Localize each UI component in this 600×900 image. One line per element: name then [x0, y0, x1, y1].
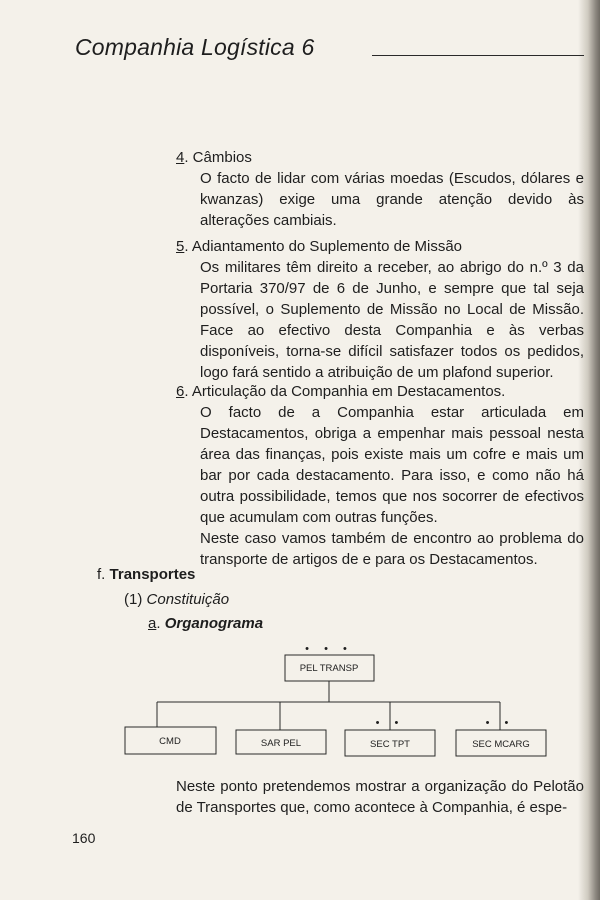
closing-text: Neste ponto pretendemos mostrar a organização do Pelotão de Transportes que, como acontece à Companhia, é espe-: [176, 778, 584, 816]
list-item-adiantamento: [176, 236, 584, 383]
org-box-cmd: [125, 727, 216, 754]
rank-marks-pel-transp: • • •: [305, 643, 353, 655]
item-heading: [176, 381, 584, 402]
item-title: . Câmbios: [184, 149, 252, 166]
subsection-letter: a: [148, 615, 157, 632]
org-box-sec-mcarg: [456, 730, 546, 756]
list-item-cambios: [176, 147, 584, 231]
header-rule: [372, 55, 584, 56]
page-number: 160: [72, 830, 96, 846]
item-number: 6: [176, 383, 185, 400]
subsection-title: Organograma: [164, 615, 264, 632]
item-paragraph: Neste caso vamos também de encontro ao problema do transporte de artigos de e para os Destacamentos.: [200, 530, 584, 568]
org-label-pel-transp: PEL TRANSP: [299, 663, 359, 674]
item-body: [200, 402, 584, 570]
org-label-sec-mcarg: SEC MCARG: [472, 739, 530, 750]
org-box-sec-tpt: [345, 730, 435, 756]
item-number: 5: [176, 238, 185, 255]
section-prefix: f.: [97, 566, 106, 583]
subsection-heading-organograma: [148, 615, 263, 632]
section-heading-transportes: [97, 566, 195, 583]
closing-paragraph: [176, 776, 584, 818]
item-heading: [176, 147, 584, 168]
item-number: 4: [176, 149, 185, 166]
rank-marks-sec-mcarg: • •: [485, 717, 515, 729]
rank-marks-sec-tpt: • •: [375, 717, 405, 729]
item-paragraph: Os militares têm direito a receber, ao abrigo do n.º 3 da Portaria 370/97 de 6 de Junho, e sempre que tal seja possível, o Suplemento de Missão no Local de Missão. Face ao efectivo desta Companhia e às verbas disponíveis, torna-se difícil satisfazer todos os pedidos, logo fará sentido a atribuição de um plafond superior.: [200, 259, 584, 381]
item-paragraph: O facto de a Companhia estar articulada em Destacamentos, obriga a empenhar mais pessoal nesta área das finanças, pois existe mais um cofre e mais um bar por cada destacamento. Para isso, e como não há outra possibilidade, temos que nos socorrer de efectivos que acumulam com outras funções.: [200, 404, 584, 526]
subsection-title: Constituição: [146, 591, 230, 608]
item-body: [200, 168, 584, 231]
subsection-prefix: (1): [124, 591, 143, 608]
section-title: Transportes: [109, 566, 196, 583]
list-item-articulacao: [176, 381, 584, 570]
subsection-heading-constituicao: [124, 591, 229, 608]
org-label-sec-tpt: SEC TPT: [370, 739, 410, 750]
org-box-sar-pel: [236, 730, 326, 754]
subsection-letter-dot: .: [156, 615, 161, 632]
item-title: . Articulação da Companhia em Destacamentos.: [184, 383, 506, 400]
item-body: [200, 257, 584, 383]
item-paragraph: O facto de lidar com várias moedas (Escudos, dólares e kwanzas) exige uma grande atenção devido às alterações cambiais.: [200, 170, 584, 229]
org-label-cmd: CMD: [159, 736, 181, 747]
item-title: . Adiantamento do Suplemento de Missão: [184, 238, 463, 255]
org-label-sar-pel: SAR PEL: [260, 738, 302, 749]
running-header-title: Companhia Logística 6: [75, 34, 315, 60]
item-heading: [176, 236, 584, 257]
org-box-pel-transp: [285, 655, 374, 681]
